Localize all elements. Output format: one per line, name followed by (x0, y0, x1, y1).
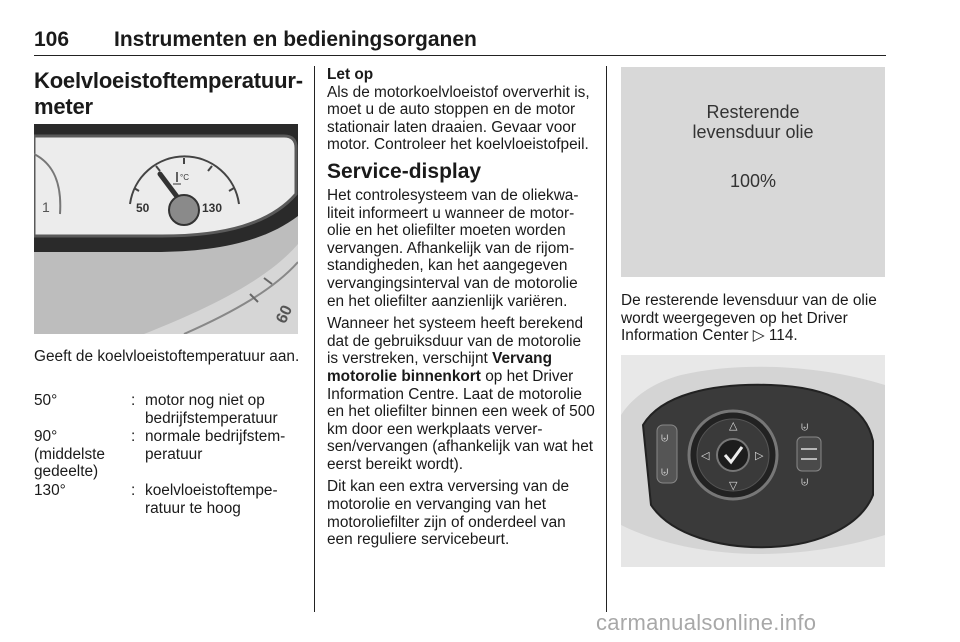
oil-life-value: 100% (729, 171, 777, 191)
legend-colon: : (131, 392, 136, 409)
temperature-legend (34, 392, 300, 522)
right-arrow-icon: ▷ (755, 449, 764, 462)
legend-value: normale bedrijfstem-peratuur (145, 428, 286, 463)
page-reference: 114. (764, 327, 798, 345)
legend-key: 130° (34, 482, 66, 499)
oil-life-caption (621, 292, 887, 345)
coolant-gauge-illustration (34, 124, 298, 334)
oil-life-title (621, 102, 885, 142)
service-display-heading: Service-display (327, 159, 482, 183)
heading-line-1: Koelvloeistoftemperatuur- (34, 68, 303, 93)
caption-text: De resterende levensduur van de olie wordt weergegeven op het Driver Information Center (621, 292, 877, 345)
left-gauge-label: 1 (42, 199, 50, 215)
legend-value: koelvloeistoftempe-ratuur te hoog (145, 482, 278, 517)
header-rule (34, 55, 886, 56)
page-header (34, 28, 886, 54)
oil-life-display (621, 67, 885, 277)
oil-life-caption-text (621, 292, 887, 345)
oil-life-title-line-2: levensduur olie (692, 122, 814, 142)
watermark: carmanualsonline.info (596, 610, 817, 635)
section-heading-coolant (34, 68, 303, 120)
column-1 (34, 68, 303, 120)
svg-text:⨄: ⨄ (661, 434, 669, 444)
speedometer-label: 60 (273, 302, 297, 327)
paragraph-text: op het Driver Information Centre. Laat de motorolie en het oliefilter binnen een week of 500 km door een werkplaats verver-sen/vervangen (afhankelijk van wat het eerst bereikt wordt). (327, 367, 595, 473)
coolant-caption-text: Geeft de koelvloeistoftemperatuur aan. (34, 348, 300, 365)
gauge-label-low: 50 (136, 201, 150, 215)
service-paragraph-1: Het controlesysteem van de oliekwa-liteit informeert u wanneer de motor-olie en het oliefilter moeten worden vervangen. Afhankelijk van de rijom-standigheden, kan het aangegeven vervangingsinterval van de motorolie en het oliefilter aanzienlijk variëren. (327, 186, 579, 310)
navigation-pad (689, 411, 777, 499)
svg-text:⨄: ⨄ (661, 468, 669, 478)
oil-life-title-line-1: Resterende (706, 102, 800, 122)
column-divider-2 (606, 66, 607, 612)
gauge-unit-label: °C (180, 173, 189, 182)
legend-colon: : (131, 482, 136, 499)
page-ref-icon: ▷ (752, 327, 765, 345)
coolant-caption (34, 348, 300, 366)
coolant-gauge-svg (34, 124, 298, 334)
note-text: Als de motorkoelvloeistof oververhit is, moet u de auto stoppen en de motor stationair laten draaien. Gevaar voor motor. Controleer het koelvloeistofpeil. (327, 83, 590, 154)
heading-line-2: meter (34, 94, 93, 119)
page-number: 106 (34, 28, 70, 51)
steering-wheel-svg (621, 355, 885, 567)
steering-wheel-controls-illustration (621, 355, 885, 567)
paragraph-text: Wanneer het systeem heeft berekend dat de gebruiksduur van de motorolie is verstreken, verschijnt (327, 315, 584, 368)
service-paragraph-2 (327, 315, 595, 473)
legend-value: motor nog niet op bedrijfstemperatuur (145, 392, 278, 427)
svg-text:⨄: ⨄ (801, 423, 809, 433)
down-arrow-icon: ▽ (729, 479, 738, 492)
left-switch-buttons (657, 425, 677, 483)
legend-key: 90° (middelste gedeelte) (34, 428, 105, 481)
message-text: Vervang motorolie binnenkort (327, 350, 552, 385)
svg-text:⨄: ⨄ (801, 478, 809, 488)
column-2 (327, 66, 595, 549)
gauge-label-high: 130 (202, 201, 223, 215)
legend-key: 50° (34, 392, 58, 409)
service-paragraph-3: Dit kan een extra verversing van de motorolie en vervanging van het motoroliefilter zijn of onderdeel van een reguliere servicebeurt. (327, 478, 570, 549)
note-title: Let op (327, 66, 374, 83)
chapter-title: Instrumenten en bedieningsorganen (114, 28, 477, 51)
left-arrow-icon: ◁ (701, 449, 710, 462)
up-arrow-icon: △ (729, 419, 738, 432)
column-divider-1 (314, 66, 315, 612)
legend-colon: : (131, 428, 136, 445)
